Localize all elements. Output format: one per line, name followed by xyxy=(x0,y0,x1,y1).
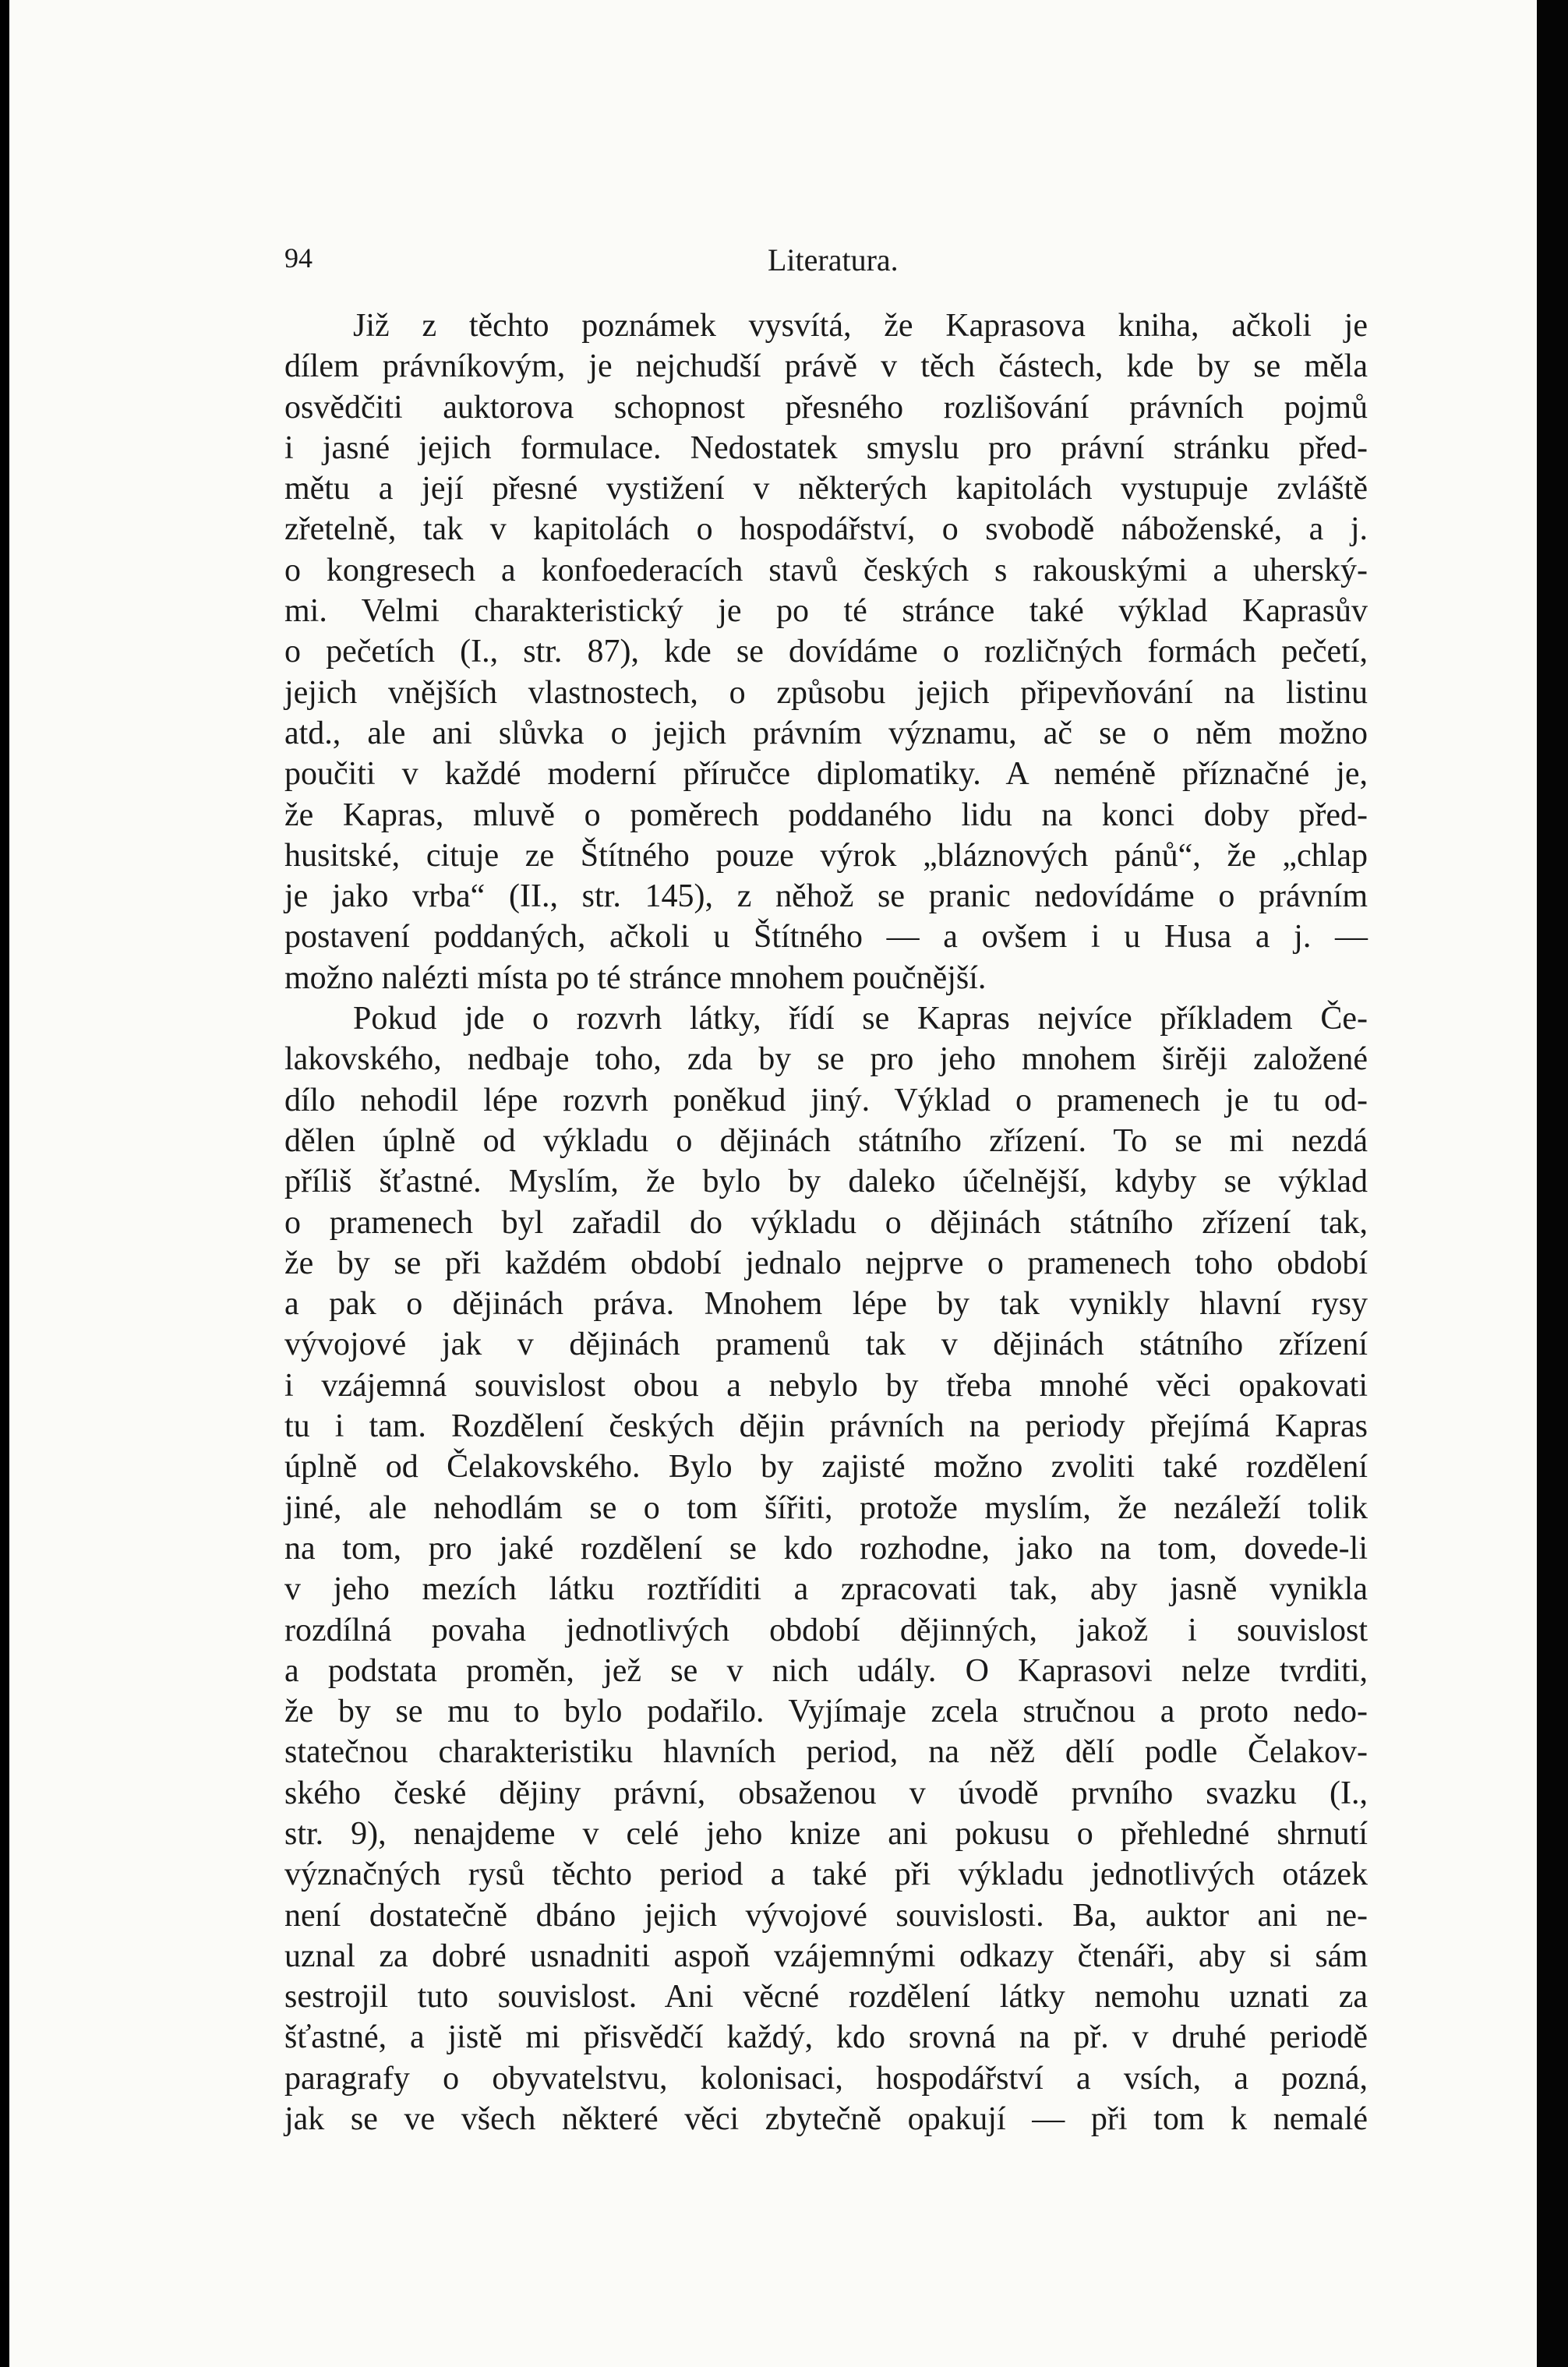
text-line: Již z těchto poznámek vysvítá, že Kaprasova kniha, ačkoli je xyxy=(353,308,1368,344)
text-line: postavení poddaných, ačkoli u Štítného — a ovšem i u Husa a j. — xyxy=(284,919,1368,956)
text-line: jak se ve všech některé věci zbytečně opakují — při tom k nemalé xyxy=(284,2101,1368,2138)
text-line: zřetelně, tak v kapitolách o hospodářství, o svobodě náboženské, a j. xyxy=(284,511,1368,548)
text-line: ského české dějiny právní, obsaženou v úvodě prvního svazku (I., xyxy=(284,1775,1368,1811)
text-line: příliš šťastné. Myslím, že bylo by daleko účelnější, kdyby se výklad xyxy=(284,1164,1368,1200)
text-line: paragrafy o obyvatelstvu, kolonisaci, hospodářství a vsích, a pozná, xyxy=(284,2060,1368,2097)
page-number: 94 xyxy=(284,242,313,274)
text-line: o kongresech a konfoederacích stavů českých s rakouskými a uherský- xyxy=(284,552,1368,588)
text-line: na tom, pro jaké rozdělení se kdo rozhodne, jako na tom, dovede-li xyxy=(284,1530,1368,1567)
text-line: není dostatečně dbáno jejich vývojové souvislosti. Ba, auktor ani ne- xyxy=(284,1897,1368,1934)
text-line: je jako vrba“ (II., str. 145), z něhož se pranic nedovídáme o právním xyxy=(284,878,1368,915)
page-header xyxy=(284,234,1368,281)
text-line: že by se při každém období jednalo nejprve o pramenech toho období xyxy=(284,1245,1368,1281)
text-line: dílo nehodil lépe rozvrh poněkud jiný. Výklad o pramenech je tu od- xyxy=(284,1082,1368,1118)
text-line: o pečetích (I., str. 87), kde se dovídáme o rozličných formách pečetí, xyxy=(284,634,1368,670)
text-line: vývojové jak v dějinách pramenů tak v dějinách státního zřízení xyxy=(284,1327,1368,1363)
text-line: a podstata proměn, jež se v nich udály. O Kaprasovi nelze tvrditi, xyxy=(284,1652,1368,1689)
text-line: lakovského, nedbaje toho, zda by se pro jeho mnohem širěji založené xyxy=(284,1041,1368,1078)
body-text xyxy=(284,306,1368,2139)
text-line: uznal za dobré usnadniti aspoň vzájemnými odkazy čtenáři, aby si sám xyxy=(284,1938,1368,1974)
text-line: atd., ale ani slůvka o jejich právním významu, ač se o něm možno xyxy=(284,715,1368,751)
text-line: úplně od Čelakovského. Bylo by zajisté možno zvoliti také rozdělení xyxy=(284,1449,1368,1486)
text-line: i vzájemná souvislost obou a nebylo by třeba mnohé věci opakovati xyxy=(284,1367,1368,1404)
text-line: i jasné jejich formulace. Nedostatek smyslu pro právní stránku před- xyxy=(284,429,1368,466)
text-line: Pokud jde o rozvrh látky, řídí se Kapras nejvíce příkladem Če- xyxy=(353,1001,1368,1037)
text-line: husitské, cituje ze Štítného pouze výrok „bláznových pánů“, že „chlap xyxy=(284,837,1368,874)
text-line: šťastné, a jistě mi přisvědčí každý, kdo srovná na př. v druhé periodě xyxy=(284,2019,1368,2056)
running-title: Literatura. xyxy=(768,242,899,277)
text-line: a pak o dějinách práva. Mnohem lépe by tak vynikly hlavní rysy xyxy=(284,1286,1368,1323)
text-line: mětu a její přesné vystižení v některých kapitolách vystupuje zvláště xyxy=(284,471,1368,507)
text-line: osvědčiti auktorova schopnost přesného rozlišování právních pojmů xyxy=(284,389,1368,426)
text-line: sestrojil tuto souvislost. Ani věcné rozdělení látky nemohu uznati za xyxy=(284,1979,1368,2015)
text-line: možno nalézti místa po té stránce mnohem poučnější. xyxy=(284,959,987,996)
text-line: že Kapras, mluvě o poměrech poddaného lidu na konci doby před- xyxy=(284,797,1368,833)
text-line: v jeho mezích látku roztříditi a zpracovati tak, aby jasně vynikla xyxy=(284,1571,1368,1608)
text-line: o pramenech byl zařadil do výkladu o dějinách státního zřízení tak, xyxy=(284,1204,1368,1241)
page-edge-shadow xyxy=(1537,0,1568,2367)
text-line: tu i tam. Rozdělení českých dějin právních na periody přejímá Kapras xyxy=(284,1408,1368,1445)
text-line: statečnou charakteristiku hlavních period, na něž dělí podle Čelakov- xyxy=(284,1734,1368,1771)
text-line: rozdílná povaha jednotlivých období dějinných, jakož i souvislost xyxy=(284,1612,1368,1648)
text-line: dílem právníkovým, je nejchudší právě v těch částech, kde by se měla xyxy=(284,348,1368,385)
text-line: jiné, ale nehodlám se o tom šířiti, protože myslím, že nezáleží tolik xyxy=(284,1489,1368,1526)
text-line: že by se mu to bylo podařilo. Vyjímaje zcela stručnou a proto nedo- xyxy=(284,1694,1368,1730)
text-line: jejich vnějších vlastnostech, o způsobu jejich připevňování na listinu xyxy=(284,674,1368,711)
text-line: dělen úplně od výkladu o dějinách státního zřízení. To se mi nezdá xyxy=(284,1122,1368,1159)
text-line: str. 9), nenajdeme v celé jeho knize ani pokusu o přehledné shrnutí xyxy=(284,1815,1368,1852)
text-line: mi. Velmi charakteristický je po té stránce také výklad Kaprasův xyxy=(284,593,1368,630)
text-line: význačných rysů těchto period a také při výkladu jednotlivých otázek xyxy=(284,1857,1368,1893)
text-line: poučiti v každé moderní příručce diplomatiky. A neméně příznačné je, xyxy=(284,756,1368,793)
